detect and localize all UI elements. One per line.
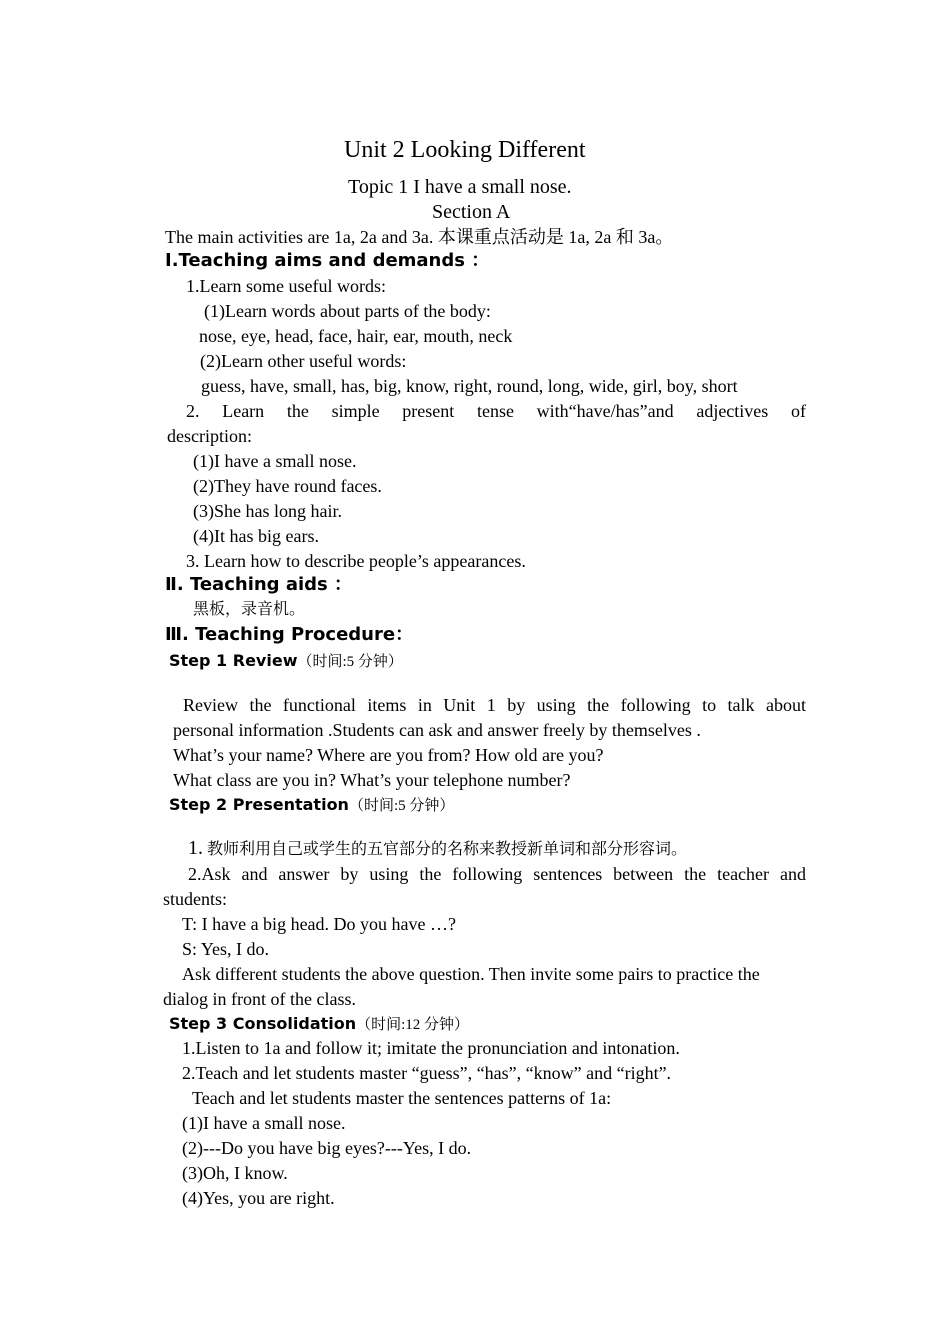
step-2-heading [169,793,454,817]
step-2-item-1 [188,837,687,861]
step-2-item-2-line1: 2.Ask and answer by using the following sentences between the teacher and [188,864,806,884]
aims-item-2-line1: 2. Learn the simple present tense with“have/has”and adjectives of [186,401,806,421]
step-1-time: （时间:5 分钟） [297,654,403,670]
pattern-sentence-1: (1)I have a small nose. [182,1113,346,1133]
step-1-line-2: personal information .Students can ask and answer freely by themselves . [173,720,701,740]
aims-words-2: guess, have, small, has, big, know, right, round, long, wide, girl, boy, short [201,376,738,396]
dialog-student-line: S: Yes, I do. [182,939,270,959]
step-2-item-1-text: 教师利用自己或学生的五官部分的名称来教授新单词和部分形容词。 [203,841,688,858]
step-1-line-1: Review the functional items in Unit 1 by using the following to talk about [183,695,806,715]
step-1-line-3: What’s your name? Where are you from? How old are you? [173,745,604,765]
step-2-ask-line2: dialog in front of the class. [163,989,356,1009]
topic-title: Topic 1 I have a small nose. [348,176,572,198]
aims-item-1: 1.Learn some useful words: [186,276,386,296]
aims-heading: Ⅰ.Teaching aims and demands ： [165,250,490,271]
aims-item-2-line2: description: [167,426,252,446]
example-sentence-3: (3)She has long hair. [193,501,342,521]
step-3-item-1: 1.Listen to 1a and follow it; imitate the pronunciation and intonation. [182,1038,680,1058]
step-2-item-1-number: 1. [188,837,203,859]
intro-line: The main activities are 1a, 2a and 3a. 本课重点活动是 1a, 2a 和 3a。 [165,227,674,247]
step-2-time: （时间:5 分钟） [348,798,455,814]
example-sentence-4: (4)It has big ears. [193,526,319,546]
pattern-sentence-3: (3)Oh, I know. [182,1163,288,1183]
document-title: Unit 2 Looking Different [344,137,586,163]
step-3-item-2: 2.Teach and let students master “guess”, “has”, “know” and “right”. [182,1063,672,1083]
pattern-sentence-2: (2)---Do you have big eyes?---Yes, I do. [182,1138,472,1158]
step-1-line-4: What class are you in? What’s your telephone number? [173,770,571,790]
step-2-item-2-line2: students: [163,889,228,909]
aims-sub-2: (2)Learn other useful words: [200,351,407,371]
dialog-teacher-line: T: I have a big head. Do you have …? [182,914,457,934]
aims-item-3: 3. Learn how to describe people’s appearances. [186,551,526,571]
step-2-label: Step 2 Presentation [169,795,349,814]
example-sentence-2: (2)They have round faces. [193,476,382,496]
step-3-item-3: Teach and let students master the sentences patterns of 1a: [192,1088,612,1108]
step-2-ask-line1: Ask different students the above question. Then invite some pairs to practice the [182,964,760,984]
step-3-label: Step 3 Consolidation [169,1014,357,1033]
aids-text: 黑板，录音机。 [193,601,306,618]
procedure-heading: Ⅲ. Teaching Procedure： [165,624,414,645]
step-1-heading [169,649,403,673]
step-3-heading [169,1012,469,1036]
step-3-time: （时间:12 分钟） [356,1017,470,1033]
aims-words-1: nose, eye, head, face, hair, ear, mouth, neck [199,326,513,346]
section-title: Section A [432,201,511,223]
pattern-sentence-4: (4)Yes, you are right. [182,1188,335,1208]
aims-sub-1: (1)Learn words about parts of the body: [204,301,491,321]
aids-heading: Ⅱ. Teaching aids ： [165,574,353,595]
step-1-label: Step 1 Review [169,651,298,670]
example-sentence-1: (1)I have a small nose. [193,451,357,471]
